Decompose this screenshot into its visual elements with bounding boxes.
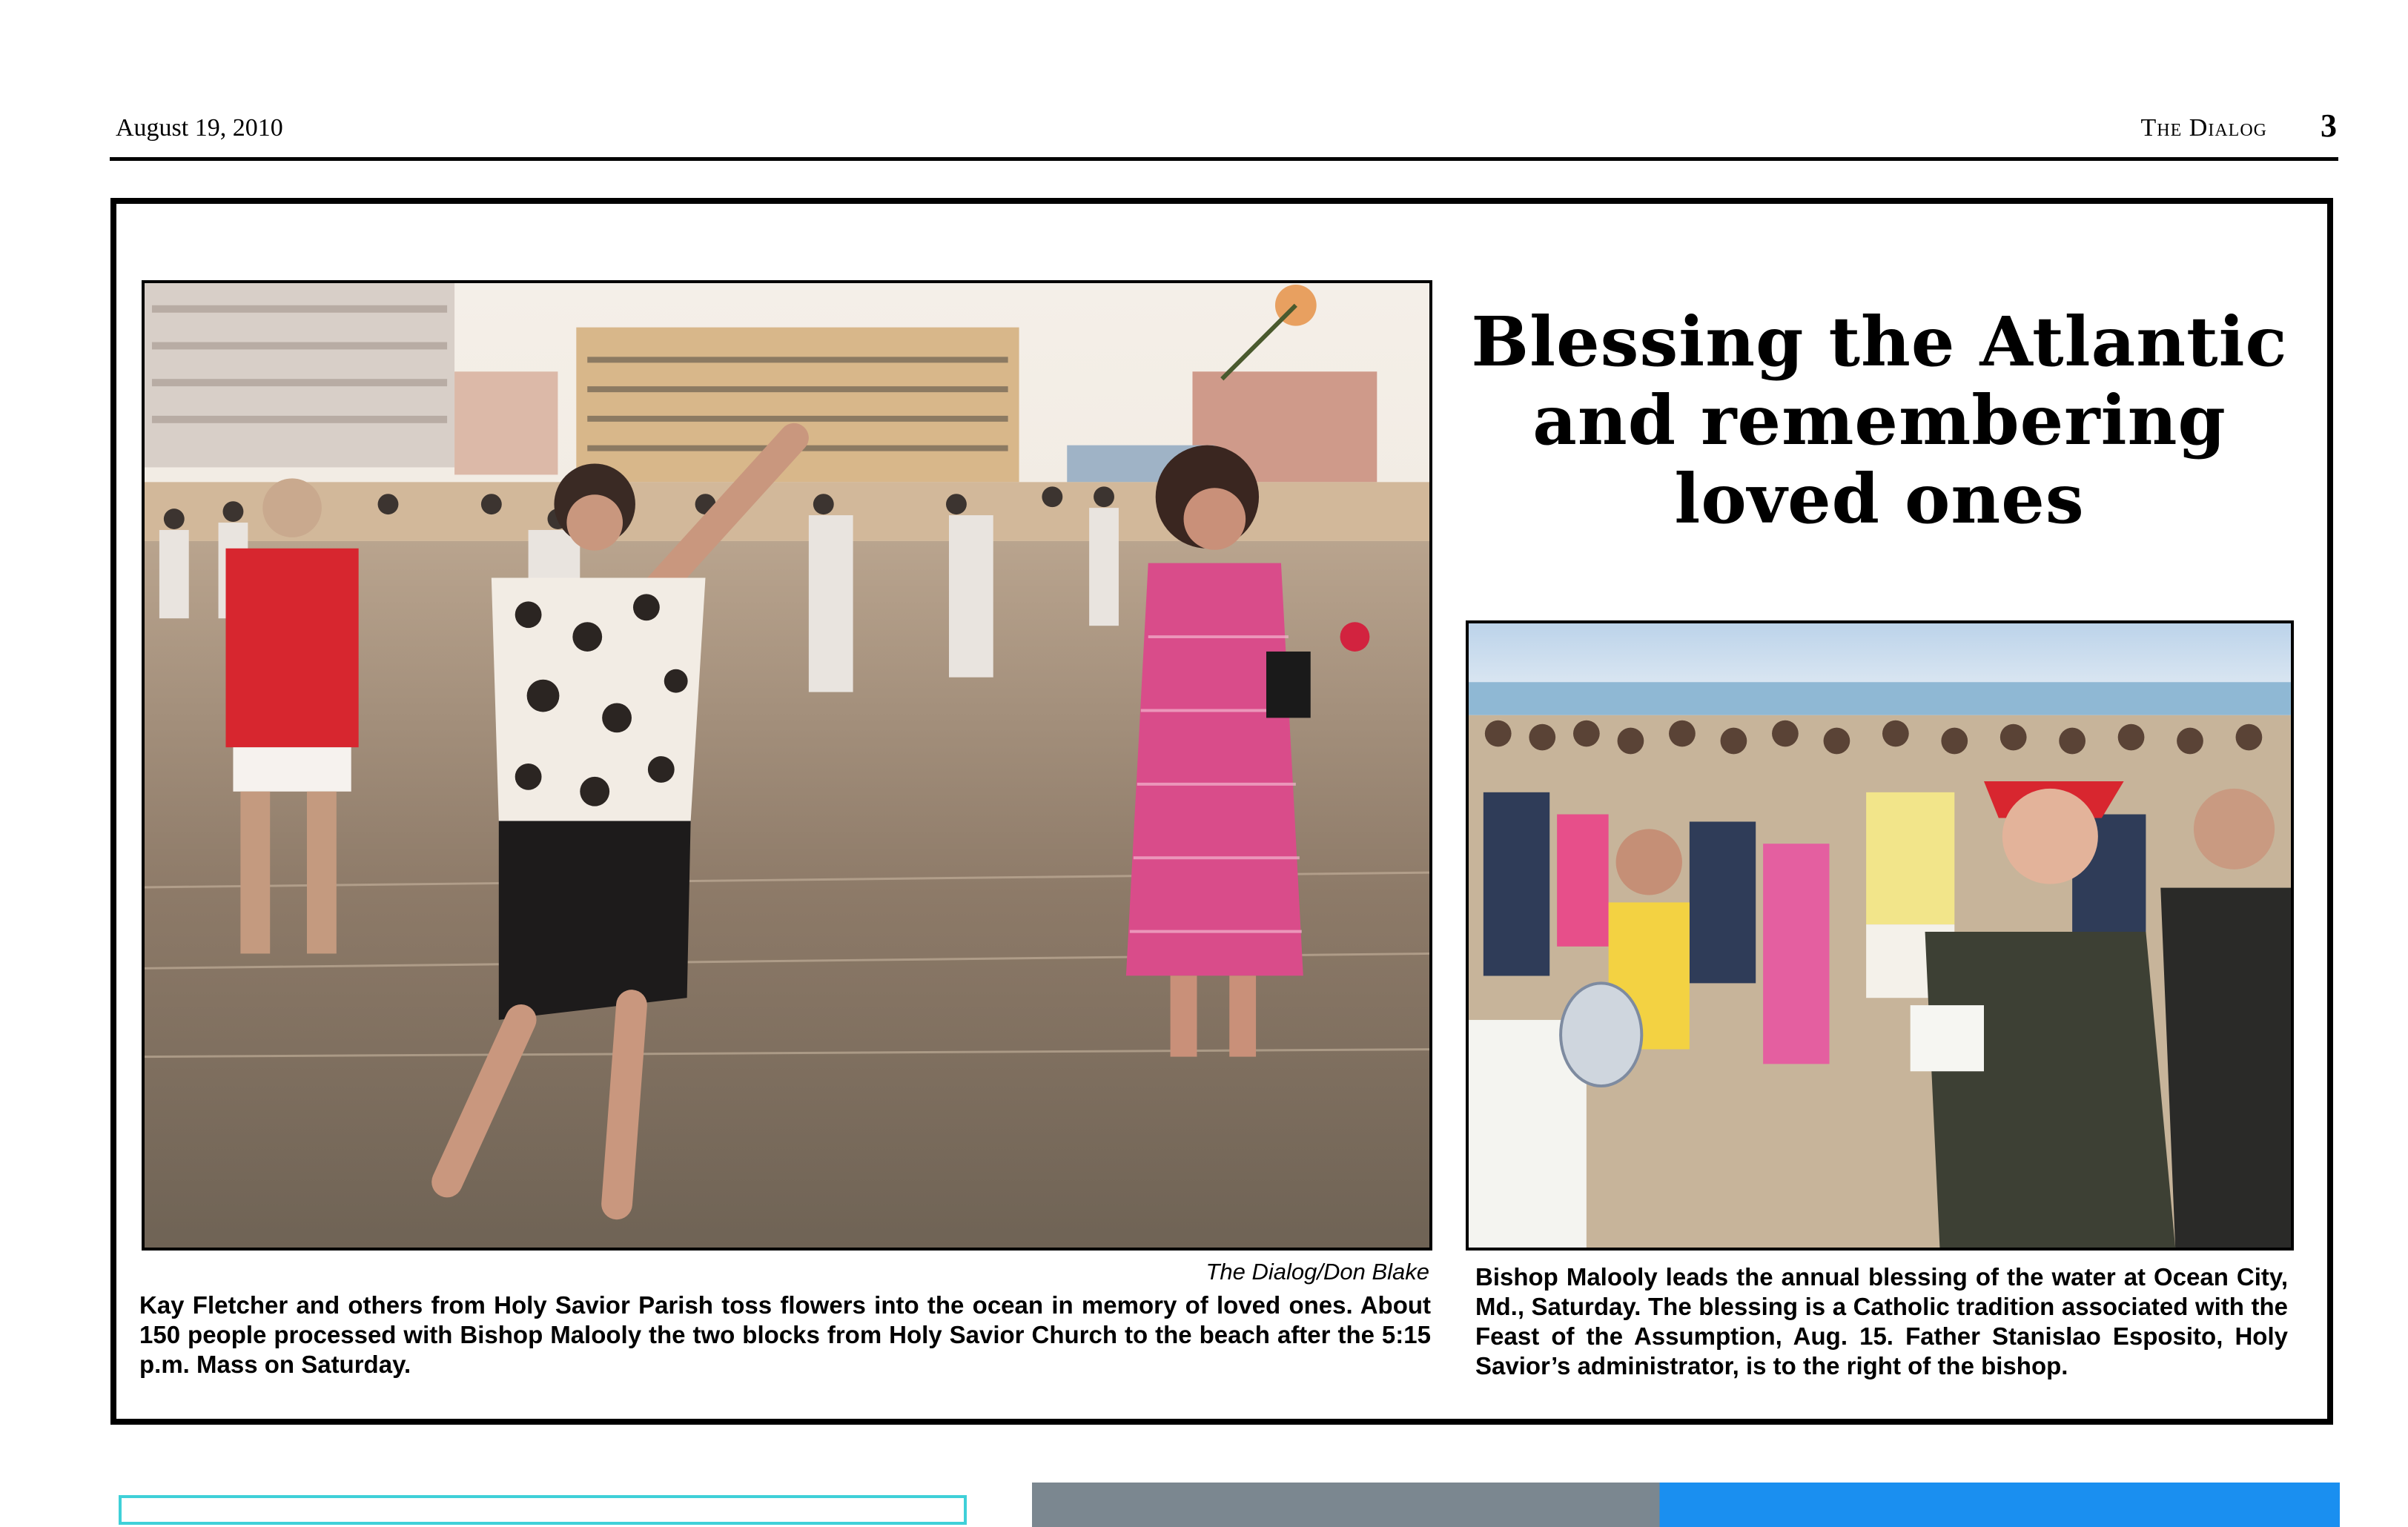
left-photo-caption: Kay Fletcher and others from Holy Savior Parish toss flowers into the ocean in memory of loved ones. About 150 people processed with Bishop Malooly the two blocks from Holy Savior Church to the beach after the 5:15 p.m. Mass on Saturday. <box>139 1291 1431 1378</box>
photo-credit: The Dialog/Don Blake <box>1205 1259 1429 1285</box>
story-headline <box>1453 302 2306 538</box>
beach-flower-toss-photo <box>142 280 1432 1251</box>
page-number: 3 <box>2321 107 2337 144</box>
headline-line-1: Blessing the Atlantic <box>1471 302 2288 382</box>
next-story-banner <box>1032 1483 2340 1527</box>
bishop-blessing-photo <box>1466 620 2294 1251</box>
header-rule <box>110 157 2338 161</box>
publication-name: The Dialog <box>2140 114 2267 142</box>
right-photo-caption: Bishop Malooly leads the annual blessing of the water at Ocean City, Md., Saturday. The blessing is a Catholic tradition associated with the Feast of the Assumption, Aug. 15. Father Stanislao Esposito, Holy Savior’s administrator, is to the right of the bishop. <box>1475 1263 2288 1379</box>
headline-line-2: and remembering <box>1532 380 2226 460</box>
headline-line-3: loved ones <box>1674 459 2085 539</box>
issue-date: August 19, 2010 <box>116 114 283 142</box>
next-story-box <box>119 1495 967 1525</box>
